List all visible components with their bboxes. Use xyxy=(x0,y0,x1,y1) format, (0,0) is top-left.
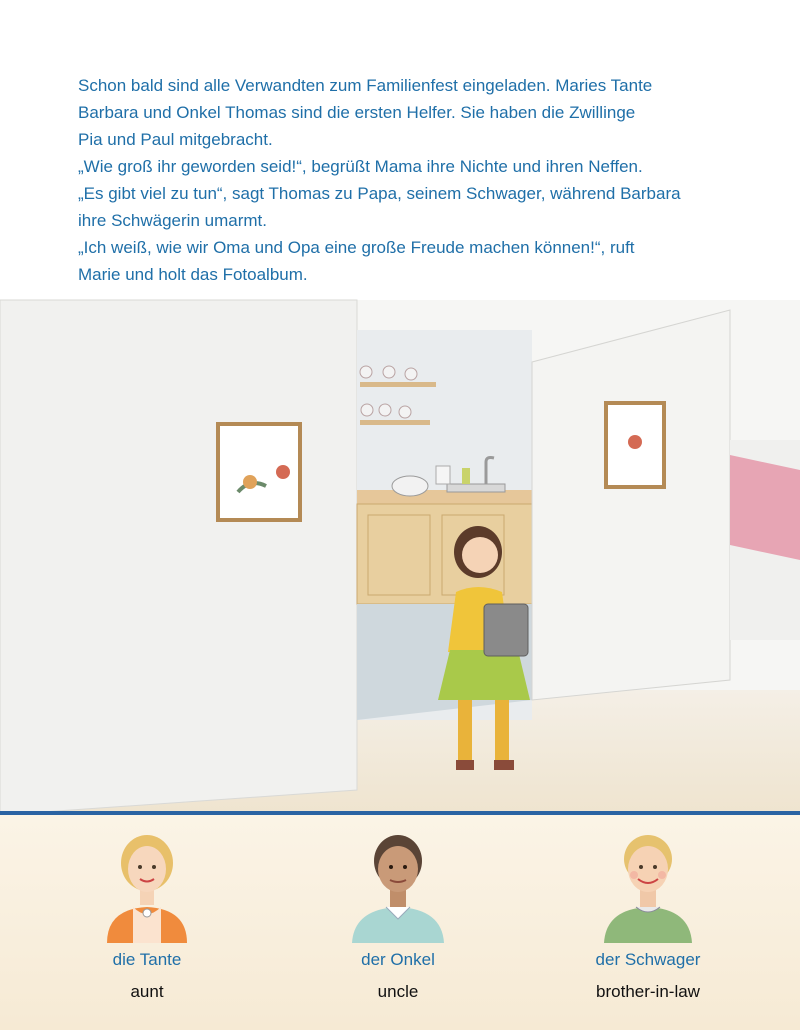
story-line: „Es gibt viel zu tun“, sagt Thomas zu Papa, seinem Schwager, während Barbara xyxy=(78,184,681,203)
story-line: „Ich weiß, wie wir Oma und Opa eine große Freude machen können!“, ruft xyxy=(78,238,635,257)
vocab-item-uncle xyxy=(298,815,498,1030)
uncle-portrait-icon xyxy=(348,823,448,943)
story-line: Barbara und Onkel Thomas sind die ersten Helfer. Sie haben die Zwillinge xyxy=(78,103,636,122)
vocab-english: brother-in-law xyxy=(596,982,700,1001)
vocab-german: der Onkel xyxy=(361,950,435,969)
vocab-english: uncle xyxy=(377,982,419,1001)
story-line: Schon bald sind alle Verwandten zum Familienfest eingeladen. Maries Tante xyxy=(78,76,653,95)
vocab-item-brother-in-law xyxy=(548,815,748,1030)
story-line: Pia und Paul mitgebracht. xyxy=(78,130,273,149)
story-line: „Wie groß ihr geworden seid!“, begrüßt Mama ihre Nichte und ihren Neffen. xyxy=(78,157,643,176)
story-line: Marie und holt das Fotoalbum. xyxy=(78,265,308,284)
vocabulary-strip xyxy=(0,815,800,1030)
vocab-german: die Tante xyxy=(112,950,182,969)
vocab-german: der Schwager xyxy=(595,950,701,969)
vocab-english: aunt xyxy=(130,982,164,1001)
brother-in-law-portrait-icon xyxy=(598,823,698,943)
vocab-item-aunt xyxy=(47,815,247,1030)
story-line: ihre Schwägerin umarmt. xyxy=(78,211,267,230)
aunt-portrait-icon xyxy=(97,823,197,943)
story-text xyxy=(78,72,758,288)
